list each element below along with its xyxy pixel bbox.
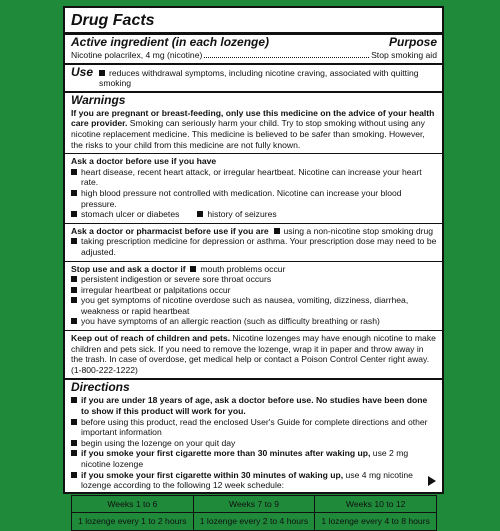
keep-out-text: Nicotine lozenges may have enough nicotine to make children and pets sick. If you need to remove the lozenge, wrap it in paper and throw away in the trash. In case of overdose, get medical help or contact a Poison Control Center right away. (1-800-222-1222) xyxy=(71,333,436,375)
list-item-text xyxy=(81,448,437,469)
divider xyxy=(65,223,442,224)
bullet-square xyxy=(99,70,105,76)
direction-bold: if you smoke your first cigarette more than 30 minutes after waking up, xyxy=(81,448,371,459)
bullet-square xyxy=(71,190,77,196)
table-row xyxy=(72,513,437,531)
direction-text: use 2 mg nicotine lozenge xyxy=(81,448,409,469)
ask-pharmacist-row xyxy=(71,226,437,237)
list-item-text: you get symptoms of nicotine overdose such as nausea, vomiting, dizziness, diarrhea, weakness or rapid heartbeat xyxy=(81,295,409,316)
list-item-text: stomach ulcer or diabetes xyxy=(81,209,180,220)
continued-arrow-icon xyxy=(428,476,436,486)
use-heading: Use xyxy=(71,64,94,79)
bullet-square xyxy=(71,397,77,403)
list-item xyxy=(71,438,437,449)
bullet-square xyxy=(71,450,77,456)
use-section xyxy=(71,65,437,89)
bullet-square xyxy=(71,318,77,324)
list-item xyxy=(71,417,437,438)
list-item-text: if you are under 18 years of age, ask a doctor before use. No studies have been done to show if this product will work for you. xyxy=(81,395,428,417)
direction-text: use 4 mg nicotine lozenge according to the following 12 week schedule: xyxy=(81,469,413,491)
active-ingredient-heading: Active ingredient (in each lozenge) xyxy=(71,35,270,49)
list-item xyxy=(71,274,437,285)
drug-facts-panel xyxy=(63,6,444,527)
bullet-square xyxy=(190,266,196,272)
active-ingredient-row xyxy=(71,50,437,61)
list-item-text: using a non-nicotine stop smoking drug xyxy=(283,225,434,236)
divider xyxy=(65,330,442,331)
list-item-text: irregular heartbeat or palpitations occur xyxy=(81,284,231,295)
stop-use-heading: Stop use and ask a doctor if xyxy=(71,263,186,274)
dosage-schedule-table xyxy=(71,495,437,531)
pregnancy-warning-text: Smoking can seriously harm your child. Try to stop smoking without using any nicotine replacement medicine. This medicine is believed to be safer than smoking. However, the risks to your child from this medicine are not fully known. xyxy=(71,118,425,150)
list-item-text: persistent indigestion or severe sore throat occurs xyxy=(81,274,272,285)
table-cell: 1 lozenge every 4 to 8 hours xyxy=(315,513,437,531)
table-header-row xyxy=(72,495,437,513)
bullet-square xyxy=(71,419,77,425)
list-item xyxy=(71,285,437,296)
purpose-heading: Purpose xyxy=(388,35,437,49)
directions-heading: Directions xyxy=(71,380,130,395)
pregnancy-warning xyxy=(71,108,437,150)
pregnancy-warning-bold: If you are pregnant or breast-feeding, only use this medicine on the advice of your health care provider. xyxy=(71,107,435,129)
bullet-square xyxy=(274,228,280,234)
list-item-text: heart disease, recent heart attack, or irregular heartbeat. Nicotine can increase your heart rate. xyxy=(81,166,422,188)
list-item xyxy=(71,236,437,257)
active-heading-row xyxy=(71,35,437,50)
bullet-square xyxy=(71,287,77,293)
purpose-text: Stop smoking aid xyxy=(371,50,437,60)
list-item-text xyxy=(81,470,437,491)
bullet-square xyxy=(197,211,203,217)
bullet-square xyxy=(71,297,77,303)
list-item-text: high blood pressure not controlled with medication. Nicotine can increase your blood pressure. xyxy=(81,187,402,209)
bullet-square xyxy=(71,472,77,478)
table-header-cell: Weeks 1 to 6 xyxy=(72,495,194,513)
list-item xyxy=(71,316,437,327)
list-item-text: mouth problems occur xyxy=(200,263,286,274)
list-item xyxy=(71,395,437,416)
table-cell: 1 lozenge every 1 to 2 hours xyxy=(72,513,194,531)
table-header-cell: Weeks 10 to 12 xyxy=(315,495,437,513)
list-item xyxy=(71,295,437,316)
list-item xyxy=(71,470,437,491)
panel-title: Drug Facts xyxy=(71,12,155,29)
list-item xyxy=(71,188,437,209)
warnings-heading: Warnings xyxy=(71,92,126,107)
list-item xyxy=(71,448,437,469)
divider xyxy=(65,153,442,154)
list-item-text: you have symptoms of an allergic reaction (such as difficulty breathing or rash) xyxy=(81,316,380,327)
bullet-square xyxy=(71,169,77,175)
keep-out-warning xyxy=(71,333,437,375)
dot-leader xyxy=(204,50,369,58)
list-item-text: history of seizures xyxy=(207,209,277,220)
keep-out-bold: Keep out of reach of children and pets. xyxy=(71,333,231,344)
stop-use-row xyxy=(71,264,437,275)
ask-doctor-heading: Ask a doctor before use if you have xyxy=(71,156,217,167)
direction-bold: if you smoke your first cigarette within 30 minutes of waking up, xyxy=(81,469,344,480)
divider xyxy=(65,261,442,262)
bullet-square xyxy=(71,238,77,244)
active-ingredient: Nicotine polacrilex, 4 mg (nicotine) xyxy=(71,50,203,60)
bullet-square xyxy=(71,276,77,282)
table-header-cell: Weeks 7 to 9 xyxy=(193,495,315,513)
bullet-square xyxy=(71,440,77,446)
use-text: reduces withdrawal symptoms, including nicotine craving, associated with quitting smoking xyxy=(99,67,419,89)
list-item-text: before using this product, read the enclosed User's Guide for complete directions and other important information xyxy=(81,416,428,438)
list-item xyxy=(71,167,437,188)
table-cell: 1 lozenge every 2 to 4 hours xyxy=(193,513,315,531)
bullet-square xyxy=(71,211,77,217)
list-item-text: begin using the lozenge on your quit day xyxy=(81,437,236,448)
ask-pharmacist-heading: Ask a doctor or pharmacist before use if you are xyxy=(71,225,269,236)
ask-doctor-pair xyxy=(71,209,437,220)
list-item-text: taking prescription medicine for depression or asthma. Your prescription dose may need to be adjusted. xyxy=(81,236,437,257)
